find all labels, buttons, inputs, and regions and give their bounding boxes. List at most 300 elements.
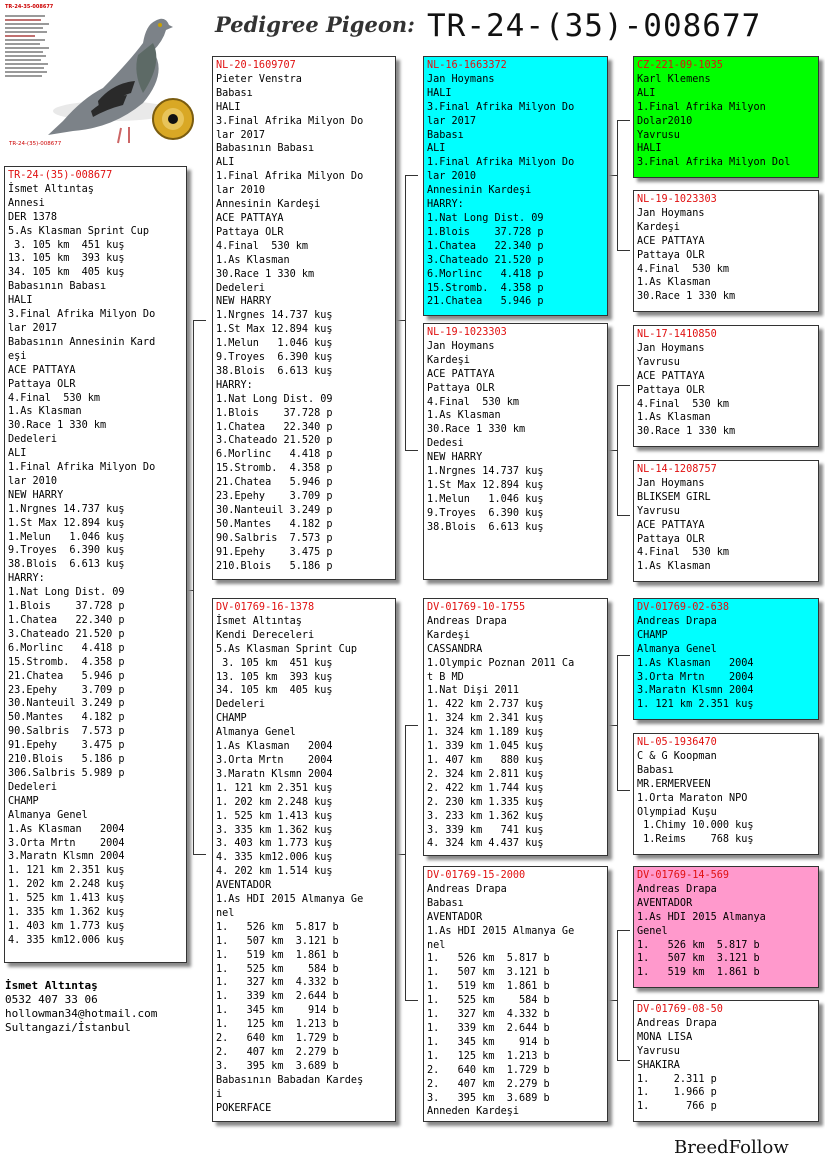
pedigree-line: 1. 525 km 1.413 kuş bbox=[8, 893, 125, 905]
pedigree-line: 1. 525 km 584 b bbox=[427, 995, 550, 1007]
thumbnail-ring: TR-24-35-008677 bbox=[5, 4, 54, 10]
pedigree-line: 1.Nrgnes 14.737 kuş bbox=[427, 466, 544, 478]
pedigree-line: Annesinin Kardeşi bbox=[427, 185, 532, 197]
pedigree-line: 30.Nanteuil 3.249 p bbox=[216, 505, 333, 516]
pedigree-line: 50.Mantes 4.182 p bbox=[216, 518, 333, 530]
pedigree-line: lar 2010 bbox=[427, 171, 477, 183]
pedigree-line: 30.Race 1 330 km bbox=[216, 268, 315, 280]
pedigree-line: 2. 230 km 1.335 kuş bbox=[427, 796, 544, 808]
ring-number: DV-01769-14-569 bbox=[637, 870, 730, 881]
ring-number: TR-24-(35)-008677 bbox=[8, 170, 113, 181]
ring-number: NL-14-1208757 bbox=[637, 464, 717, 475]
pedigree-line: 1. 525 km 584 b bbox=[216, 963, 339, 975]
connector-line bbox=[405, 175, 418, 176]
pedigree-line: 23.Epehy 3.709 p bbox=[8, 684, 125, 696]
connector-line bbox=[405, 175, 406, 450]
pedigree-line: 1. 125 km 1.213 b bbox=[427, 1050, 550, 1062]
pedigree-line: 1.Blois 37.728 p bbox=[8, 601, 125, 613]
pedigree-line: lar 2010 bbox=[8, 475, 58, 487]
pedigree-line: 1.St Max 12.894 kuş bbox=[427, 479, 544, 491]
pedigree-line: 1.As Klasman 2004 bbox=[8, 823, 125, 835]
pedigree-line: 34. 105 km 405 kuş bbox=[216, 685, 333, 697]
pedigree-line: 30.Race 1 330 km bbox=[637, 426, 736, 438]
pedigree-line: ACE PATTAYA bbox=[637, 235, 705, 247]
pigeon-eye-icon bbox=[151, 97, 195, 141]
pedigree-line: 1.St Max 12.894 kuş bbox=[216, 324, 333, 336]
pedigree-line: 9.Troyes 6.390 kuş bbox=[427, 507, 544, 519]
pedigree-line: NEW HARRY bbox=[216, 296, 272, 308]
pedigree-line: 30.Race 1 330 km bbox=[8, 420, 107, 432]
pedigree-line: 6.Morlinc 4.418 p bbox=[8, 642, 125, 654]
brand-logo: BreedFollow bbox=[674, 1137, 789, 1158]
pedigree-line: Almanya Genel bbox=[8, 809, 88, 821]
pedigree-line: 1.Melun 1.046 kuş bbox=[216, 338, 333, 350]
pedigree-line: 4. 202 km 1.514 kuş bbox=[216, 866, 333, 878]
pedigree-line: Pattaya OLR bbox=[216, 226, 284, 238]
pedigree-line: 1.Chatea 22.340 p bbox=[216, 421, 333, 433]
pedigree-line: 2. 640 km 1.729 b bbox=[216, 1033, 339, 1045]
pedigree-line: 3.Chateado 21.520 p bbox=[427, 254, 544, 266]
pedigree-line: Yavrusu bbox=[637, 1045, 680, 1057]
pedigree-line: Kardeşi bbox=[427, 629, 470, 641]
pedigree-line: HARRY: bbox=[8, 573, 45, 585]
pedigree-line: İsmet Altıntaş bbox=[216, 615, 302, 627]
owner-name: İsmet Altıntaş bbox=[5, 979, 98, 992]
pedigree-line: Genel bbox=[637, 925, 668, 937]
pedigree-line: 4.Final 530 km bbox=[637, 263, 730, 275]
pedigree-line: Dedeleri bbox=[216, 282, 266, 294]
pedigree-line: Babasının Babası bbox=[8, 281, 107, 293]
pedigree-line: 210.Blois 5.186 p bbox=[216, 560, 333, 572]
pedigree-box-main[interactable] bbox=[4, 166, 187, 963]
pedigree-line: HARRY: bbox=[216, 379, 253, 391]
pedigree-line: 1. 339 km 2.644 b bbox=[216, 991, 339, 1003]
pedigree-line: 5.As Klasman Sprint Cup bbox=[216, 643, 358, 655]
connector-line bbox=[193, 320, 194, 854]
pedigree-line: 1.As Klasman bbox=[8, 406, 82, 418]
pedigree-line: 1.Blois 37.728 p bbox=[216, 407, 333, 419]
pedigree-line: Almanya Genel bbox=[216, 727, 296, 739]
pedigree-line: 3.Chateado 21.520 p bbox=[8, 628, 125, 640]
pedigree-line: Anneden Kardeşi bbox=[427, 1106, 520, 1118]
pedigree-line: 1. 519 km 1.861 b bbox=[637, 967, 760, 979]
pedigree-line: NEW HARRY bbox=[8, 489, 64, 501]
pedigree-line: CHAMP bbox=[216, 713, 247, 725]
connector-line bbox=[396, 320, 405, 321]
pedigree-line: 9.Troyes 6.390 kuş bbox=[216, 352, 333, 364]
pedigree-line: 3.Final Afrika Milyon Do bbox=[427, 101, 575, 113]
pedigree-line: Babası bbox=[427, 897, 464, 909]
pedigree-line: Babasının Babası bbox=[216, 143, 315, 155]
pedigree-line: Yavrusu bbox=[637, 129, 680, 141]
pedigree-line: 3.Orta Mrtn 2004 bbox=[216, 754, 333, 766]
pedigree-line: 3.Chateado 21.520 p bbox=[216, 435, 333, 447]
pedigree-line: ACE PATTAYA bbox=[637, 370, 705, 382]
pedigree-line: 1. 507 km 3.121 b bbox=[427, 967, 550, 979]
pedigree-box-dam-dam[interactable] bbox=[423, 866, 608, 1122]
connector-line bbox=[193, 854, 206, 855]
pedigree-line: 21.Chatea 5.946 p bbox=[427, 296, 544, 308]
pedigree-line: 1. 202 km 2.248 kuş bbox=[8, 879, 125, 891]
pedigree-line: 3. 105 km 451 kuş bbox=[8, 239, 125, 251]
pedigree-line: 1. 519 km 1.861 b bbox=[427, 981, 550, 993]
pedigree-line: 1.Reims 768 kuş bbox=[637, 834, 754, 846]
pedigree-box-dam-sire[interactable] bbox=[423, 598, 608, 856]
pedigree-line: Annesi bbox=[8, 197, 45, 209]
connector-line bbox=[617, 930, 630, 931]
pedigree-line: 1. 202 km 2.248 kuş bbox=[216, 796, 333, 808]
pedigree-line: 1.Nat Dişi 2011 bbox=[427, 685, 520, 697]
pedigree-line: 30.Race 1 330 km bbox=[427, 424, 526, 436]
pigeon-photo-thumbnail bbox=[3, 3, 195, 153]
pedigree-line: 3.Maratn Klsmn 2004 bbox=[637, 685, 754, 697]
pedigree-line: ACE PATTAYA bbox=[427, 368, 495, 380]
pedigree-line: 1.Melun 1.046 kuş bbox=[427, 493, 544, 505]
pedigree-line: eşi bbox=[8, 350, 27, 362]
pedigree-line: Babasının Babadan Kardeş bbox=[216, 1074, 364, 1086]
pedigree-line: 1. 121 km 2.351 kuş bbox=[637, 699, 754, 711]
pedigree-line: 4. 335 km12.006 kuş bbox=[216, 852, 333, 864]
connector-line bbox=[617, 930, 618, 1060]
pedigree-line: 3.Final Afrika Milyon Dol bbox=[637, 157, 791, 169]
pedigree-line: 1. 339 km 1.045 kuş bbox=[427, 741, 544, 753]
pedigree-line: HALI bbox=[427, 87, 452, 99]
pedigree-line: ALI bbox=[637, 87, 656, 99]
pedigree-line: 91.Epehy 3.475 p bbox=[8, 740, 125, 752]
pedigree-line: Pattaya OLR bbox=[637, 533, 705, 545]
pedigree-box-dam-dam-sire[interactable] bbox=[633, 866, 819, 988]
pedigree-line: 3. 395 km 3.689 b bbox=[216, 1060, 339, 1072]
pedigree-line: 90.Salbris 7.573 p bbox=[216, 532, 333, 544]
pedigree-line: 21.Chatea 5.946 p bbox=[8, 670, 125, 682]
pedigree-line: 1.As Klasman 2004 bbox=[637, 657, 754, 669]
ring-number: NL-05-1936470 bbox=[637, 737, 717, 748]
pedigree-line: 1. 125 km 1.213 b bbox=[216, 1019, 339, 1031]
pedigree-line: lar 2017 bbox=[427, 115, 477, 127]
pigeon-ring-number: TR-24-(35)-008677 bbox=[427, 8, 762, 44]
connector-line bbox=[608, 175, 617, 176]
pedigree-line: 1.As Klasman bbox=[216, 254, 290, 266]
pedigree-line: 3. 395 km 3.689 b bbox=[427, 1092, 550, 1104]
pedigree-line: 1. 345 km 914 b bbox=[216, 1005, 339, 1017]
pedigree-line: HALI bbox=[8, 295, 33, 307]
pedigree-line: C & G Koopman bbox=[637, 750, 717, 762]
pedigree-line: 1. 327 km 4.332 b bbox=[216, 977, 339, 989]
pedigree-line: DER 1378 bbox=[8, 211, 58, 223]
pedigree-line: Kardeşi bbox=[637, 221, 680, 233]
pedigree-line: 1.Final Afrika Milyon Do bbox=[216, 171, 364, 183]
pedigree-box-dam-sire-sire[interactable] bbox=[633, 598, 819, 720]
pedigree-line: 30.Race 1 330 km bbox=[637, 291, 736, 303]
ring-number: NL-17-1410850 bbox=[637, 329, 717, 340]
pedigree-line: 13. 105 km 393 kuş bbox=[216, 671, 333, 683]
pedigree-line: Dedeleri bbox=[216, 699, 266, 711]
pedigree-line: Annesinin Kardeşi bbox=[216, 199, 321, 211]
connector-line bbox=[405, 725, 406, 1000]
pedigree-line: 1. 339 km 2.644 b bbox=[427, 1022, 550, 1034]
owner-phone: 0532 407 33 06 bbox=[5, 993, 98, 1006]
pedigree-line: 6.Morlinc 4.418 p bbox=[216, 449, 333, 461]
pedigree-line: 1. 327 km 4.332 b bbox=[427, 1009, 550, 1021]
pedigree-line: Pattaya OLR bbox=[8, 378, 76, 390]
pedigree-box-sire-sire[interactable] bbox=[423, 56, 608, 316]
connector-line bbox=[617, 385, 630, 386]
ring-number: NL-19-1023303 bbox=[637, 194, 717, 205]
pedigree-line: 1.Nat Long Dist. 09 bbox=[8, 587, 125, 599]
pedigree-line: Kendi Dereceleri bbox=[216, 629, 315, 641]
pedigree-line: 4.Final 530 km bbox=[637, 547, 730, 559]
pedigree-line: 1. 526 km 5.817 b bbox=[637, 939, 760, 951]
pedigree-line: lar 2017 bbox=[216, 129, 266, 141]
pedigree-line: 23.Epehy 3.709 p bbox=[216, 491, 333, 503]
pedigree-line: 1. 403 km 1.773 kuş bbox=[8, 920, 125, 932]
pedigree-line: CHAMP bbox=[637, 629, 668, 641]
connector-line bbox=[608, 1000, 617, 1001]
pedigree-line: Dedeleri bbox=[8, 781, 58, 793]
pedigree-box-sire-dam-dam[interactable] bbox=[633, 460, 819, 582]
pedigree-line: 1. 2.311 p bbox=[637, 1073, 717, 1085]
pedigree-line: 4.Final 530 km bbox=[216, 240, 309, 252]
pedigree-line: Olympiad Kuşu bbox=[637, 806, 717, 818]
pedigree-line: 1. 526 km 5.817 b bbox=[427, 953, 550, 965]
pedigree-line: AVENTADOR bbox=[427, 911, 483, 923]
pedigree-line: Jan Hoymans bbox=[637, 342, 705, 354]
pedigree-line: ALI bbox=[8, 448, 27, 460]
pedigree-line: 1.Orta Maraton NPO bbox=[637, 792, 748, 804]
pedigree-line: 1.Melun 1.046 kuş bbox=[8, 531, 125, 543]
pedigree-line: 1. 345 km 914 b bbox=[427, 1036, 550, 1048]
pedigree-line: 1.As HDI 2015 Almanya Ge bbox=[427, 925, 575, 937]
pedigree-line: Pieter Venstra bbox=[216, 73, 302, 85]
connector-line bbox=[617, 120, 618, 250]
pedigree-line: AVENTADOR bbox=[637, 897, 693, 909]
connector-line bbox=[617, 385, 618, 515]
pedigree-line: 2. 324 km 2.811 kuş bbox=[427, 768, 544, 780]
pedigree-line: Yavrusu bbox=[637, 356, 680, 368]
pedigree-line: 13. 105 km 393 kuş bbox=[8, 253, 125, 265]
pedigree-line: 2. 640 km 1.729 b bbox=[427, 1064, 550, 1076]
pedigree-line: Almanya Genel bbox=[637, 643, 717, 655]
pedigree-box-sire[interactable] bbox=[212, 56, 396, 580]
pedigree-line: 1.Blois 37.728 p bbox=[427, 226, 544, 238]
pedigree-line: 1. 526 km 5.817 b bbox=[216, 921, 339, 933]
connector-line bbox=[405, 725, 418, 726]
pedigree-line: 1. 335 km 1.362 kuş bbox=[8, 907, 125, 919]
pedigree-line: Babası bbox=[427, 129, 464, 141]
pedigree-box-sire-dam[interactable] bbox=[423, 323, 608, 580]
ring-number: DV-01769-02-638 bbox=[637, 602, 730, 613]
pedigree-line: 1.As Klasman bbox=[637, 277, 711, 289]
pedigree-line: MONA LISA bbox=[637, 1031, 693, 1043]
pedigree-line: NEW HARRY bbox=[427, 452, 483, 464]
pedigree-line: 1.As HDI 2015 Almanya bbox=[637, 911, 766, 923]
ring-number: CZ-221-09-1035 bbox=[637, 60, 723, 71]
pedigree-line: 1.Nat Long Dist. 09 bbox=[427, 212, 544, 224]
ring-number: DV-01769-10-1755 bbox=[427, 602, 526, 613]
pedigree-line: 50.Mantes 4.182 p bbox=[8, 712, 125, 724]
pedigree-line: 15.Stromb. 4.358 p bbox=[8, 656, 125, 668]
connector-line bbox=[617, 655, 630, 656]
pedigree-line: 38.Blois 6.613 kuş bbox=[427, 521, 544, 533]
pedigree-line: 1.As Klasman bbox=[637, 561, 711, 573]
pedigree-line: Babası bbox=[637, 764, 674, 776]
pedigree-line: 5.As Klasman Sprint Cup bbox=[8, 225, 150, 237]
page-title: Pedigree Pigeon: bbox=[215, 12, 415, 37]
connector-line bbox=[405, 1000, 418, 1001]
pedigree-line: 15.Stromb. 4.358 p bbox=[216, 463, 333, 475]
pedigree-line: 4. 324 km 4.437 kuş bbox=[427, 838, 544, 850]
pedigree-line: Babasının Annesinin Kard bbox=[8, 336, 156, 348]
pedigree-box-sire-sire-dam[interactable] bbox=[633, 190, 819, 312]
pedigree-line: 3.Maratn Klsmn 2004 bbox=[216, 768, 333, 780]
connector-line bbox=[617, 655, 618, 790]
pedigree-line: 1.Chimy 10.000 kuş bbox=[637, 820, 754, 832]
pedigree-line: Andreas Drapa bbox=[637, 883, 717, 895]
connector-line bbox=[617, 1060, 630, 1061]
pedigree-line: 1. 507 km 3.121 b bbox=[637, 953, 760, 965]
pedigree-line: 90.Salbris 7.573 p bbox=[8, 726, 125, 738]
pedigree-box-dam-dam-dam[interactable] bbox=[633, 1000, 819, 1122]
pedigree-line: 1. 407 km 880 kuş bbox=[427, 754, 544, 766]
pedigree-line: nel bbox=[216, 907, 235, 919]
pedigree-line: 2. 422 km 1.744 kuş bbox=[427, 782, 544, 794]
pedigree-line: 4.Final 530 km bbox=[427, 396, 520, 408]
pedigree-line: 15.Stromb. 4.358 p bbox=[427, 282, 544, 294]
pedigree-line: 1.St Max 12.894 kuş bbox=[8, 517, 125, 529]
pedigree-line: Andreas Drapa bbox=[427, 615, 507, 627]
pedigree-line: 21.Chatea 5.946 p bbox=[216, 477, 333, 489]
pedigree-line: 4.Final 530 km bbox=[637, 398, 730, 410]
pedigree-line: lar 2010 bbox=[216, 185, 266, 197]
pedigree-line: Jan Hoymans bbox=[427, 340, 495, 352]
pedigree-line: Kardeşi bbox=[427, 354, 470, 366]
connector-line bbox=[617, 790, 630, 791]
pedigree-line: 1.Final Afrika Milyon Do bbox=[8, 462, 156, 474]
pedigree-line: POKERFACE bbox=[216, 1102, 272, 1114]
pedigree-line: İsmet Altıntaş bbox=[8, 183, 94, 195]
connector-line bbox=[193, 320, 206, 321]
pedigree-line: Andreas Drapa bbox=[637, 1017, 717, 1029]
pedigree-line: 3. 335 km 1.362 kuş bbox=[216, 824, 333, 836]
pedigree-line: Jan Hoymans bbox=[427, 73, 495, 85]
pedigree-line: ACE PATTAYA bbox=[8, 364, 76, 376]
pedigree-line: 1.Olympic Poznan 2011 Ca bbox=[427, 657, 575, 669]
pedigree-line: Pattaya OLR bbox=[637, 249, 705, 261]
ring-number: DV-01769-15-2000 bbox=[427, 870, 526, 881]
pedigree-line: 30.Nanteuil 3.249 p bbox=[8, 698, 125, 710]
pedigree-line: lar 2017 bbox=[8, 322, 58, 334]
pedigree-line: Dedesi bbox=[427, 438, 464, 450]
pedigree-line: 38.Blois 6.613 kuş bbox=[8, 559, 125, 571]
pedigree-line: 4.Final 530 km bbox=[8, 392, 101, 404]
pedigree-line: SHAKIRA bbox=[637, 1059, 680, 1071]
pedigree-line: 1.Chatea 22.340 p bbox=[8, 615, 125, 626]
ring-number: NL-16-1663372 bbox=[427, 60, 507, 71]
pedigree-line: 2. 407 km 2.279 b bbox=[216, 1047, 339, 1058]
connector-line bbox=[608, 725, 617, 726]
pedigree-line: 1. 121 km 2.351 kuş bbox=[8, 865, 125, 877]
pedigree-box-sire-sire-sire[interactable] bbox=[633, 56, 819, 178]
pedigree-line: 1. 507 km 3.121 b bbox=[216, 935, 339, 947]
pedigree-line: 9.Troyes 6.390 kuş bbox=[8, 545, 125, 557]
pedigree-line: 91.Epehy 3.475 p bbox=[216, 546, 333, 558]
pedigree-line: Pattaya OLR bbox=[427, 382, 495, 394]
pedigree-line: 3.Orta Mrtn 2004 bbox=[8, 837, 125, 849]
connector-line bbox=[608, 450, 617, 451]
pedigree-box-sire-dam-sire[interactable] bbox=[633, 325, 819, 447]
pedigree-line: 3.Final Afrika Milyon Do bbox=[216, 115, 364, 127]
pedigree-line: CASSANDRA bbox=[427, 643, 483, 655]
pedigree-line: MR.ERMERVEEN bbox=[637, 778, 711, 790]
pedigree-line: 1.Final Afrika Milyon Do bbox=[427, 157, 575, 169]
connector-line bbox=[617, 250, 630, 251]
pedigree-line: 1.Chatea 22.340 p bbox=[427, 240, 544, 252]
pedigree-box-dam-sire-dam[interactable] bbox=[633, 733, 819, 855]
thumbnail-small-ring: TR-24-(35)-008677 bbox=[9, 141, 62, 147]
owner-email[interactable]: hollowman34@hotmail.com bbox=[5, 1007, 158, 1020]
pedigree-line: 1. 324 km 1.189 kuş bbox=[427, 727, 544, 739]
pedigree-line: ALI bbox=[216, 157, 235, 169]
pedigree-line: 1.Final Afrika Milyon bbox=[637, 101, 766, 113]
pedigree-line: 3.Maratn Klsmn 2004 bbox=[8, 851, 125, 863]
pedigree-line: HALI bbox=[637, 143, 662, 155]
pedigree-line: Babası bbox=[216, 87, 253, 99]
ring-number: NL-19-1023303 bbox=[427, 327, 507, 338]
pedigree-line: AVENTADOR bbox=[216, 880, 272, 892]
pedigree-line: 1. 519 km 1.861 b bbox=[216, 949, 339, 961]
pedigree-line: HARRY: bbox=[427, 199, 464, 211]
pedigree-line: i bbox=[216, 1088, 223, 1100]
connector-line bbox=[617, 515, 630, 516]
pedigree-line: Karl Klemens bbox=[637, 73, 711, 85]
connector-line bbox=[405, 450, 418, 451]
pedigree-line: 1.As HDI 2015 Almanya Ge bbox=[216, 894, 364, 906]
pedigree-line: 1.As Klasman 2004 bbox=[216, 741, 333, 753]
pedigree-line: ALI bbox=[427, 143, 446, 155]
pedigree-line: BLIKSEM GIRL bbox=[637, 491, 711, 503]
owner-contact bbox=[5, 979, 157, 1035]
pedigree-line: 1.Nrgnes 14.737 kuş bbox=[8, 503, 125, 515]
ring-number: DV-01769-08-50 bbox=[637, 1004, 723, 1015]
pedigree-line: 1. 525 km 1.413 kuş bbox=[216, 810, 333, 822]
pedigree-line: 3.Final Afrika Milyon Do bbox=[8, 309, 156, 321]
pedigree-line: HALI bbox=[216, 101, 241, 113]
pedigree-line: 1.As Klasman bbox=[637, 412, 711, 424]
pedigree-line: ACE PATTAYA bbox=[637, 519, 705, 531]
pedigree-line: 3. 339 km 741 kuş bbox=[427, 824, 544, 836]
pedigree-line: 3. 233 km 1.362 kuş bbox=[427, 810, 544, 822]
pedigree-line: Pattaya OLR bbox=[637, 384, 705, 396]
pedigree-line: 3. 403 km 1.773 kuş bbox=[216, 838, 333, 850]
pedigree-line: 210.Blois 5.186 p bbox=[8, 754, 125, 766]
pedigree-line: 3. 105 km 451 kuş bbox=[216, 657, 333, 669]
pedigree-line: 3.Orta Mrtn 2004 bbox=[637, 671, 754, 683]
pedigree-line: 1.Nrgnes 14.737 kuş bbox=[216, 310, 333, 322]
pedigree-box-dam[interactable] bbox=[212, 598, 396, 1122]
pedigree-line: Jan Hoymans bbox=[637, 477, 705, 489]
pedigree-line: 38.Blois 6.613 kuş bbox=[216, 365, 333, 377]
pedigree-line: Dedeleri bbox=[8, 434, 58, 446]
pedigree-line: Dolar2010 bbox=[637, 115, 693, 127]
pedigree-line: 306.Salbris 5.989 p bbox=[8, 767, 125, 779]
pedigree-line: 2. 407 km 2.279 b bbox=[427, 1078, 550, 1090]
pedigree-line: CHAMP bbox=[8, 795, 39, 807]
pedigree-line: 1. 422 km 2.737 kuş bbox=[427, 699, 544, 711]
pedigree-line: 1. 121 km 2.351 kuş bbox=[216, 782, 333, 794]
pedigree-line: 4. 335 km12.006 kuş bbox=[8, 934, 125, 946]
pedigree-line: ACE PATTAYA bbox=[216, 212, 284, 224]
pedigree-line: 34. 105 km 405 kuş bbox=[8, 267, 125, 279]
